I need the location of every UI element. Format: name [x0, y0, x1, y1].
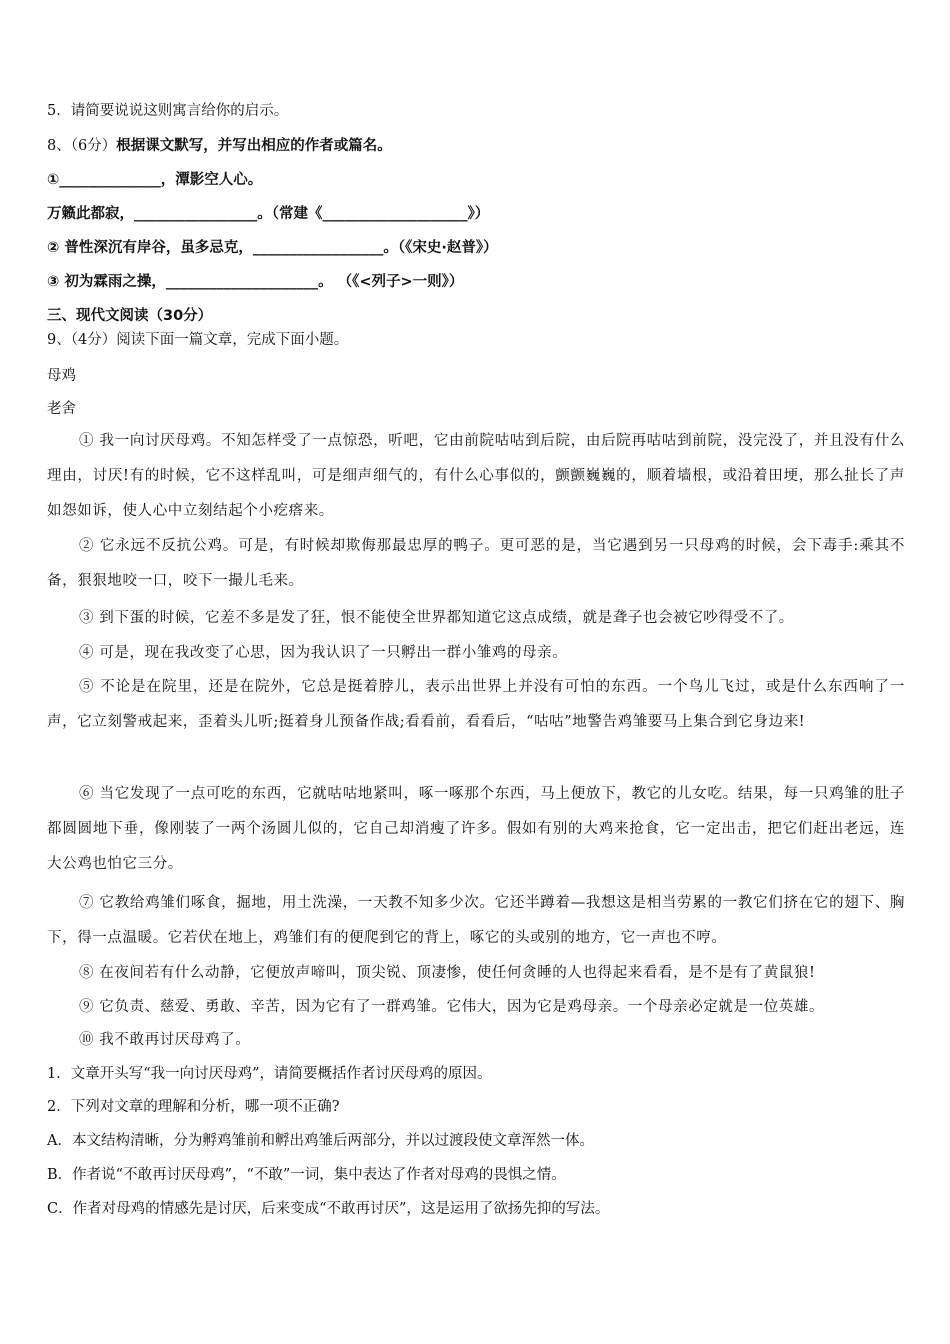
section-3-heading: 三、现代文阅读（30分）	[47, 308, 213, 324]
question-9: 9、（4分）阅读下面一篇文章，完成下面小题。	[47, 332, 349, 348]
article-paragraph-3: ③ 到下蛋的时候，它差不多是发了狂，恨不能使全世界都知道它这点成绩，就是聋子也会被它吵得受不了。	[79, 610, 794, 626]
sub-question-1: 1．文章开头写“我一向讨厌母鸡”，请简要概括作者讨厌母鸡的原因。	[47, 1066, 492, 1082]
article-paragraph-7: ⑦ 它教给鸡雏们啄食，掘地，用土洗澡，一天教不知多少次。它还半蹲着—我想这是相当劳累的一教它们挤在它的翅下、胸下，得一点温暖。它若伏在地上，鸡雏们有的便爬到它的背上，啄它的头或别的地方，它一声也不哼。	[47, 895, 905, 946]
article-paragraph-5: ⑤ 不论是在院里，还是在院外，它总是挺着脖儿，表示出世界上并没有可怕的东西。一个鸟儿飞过，或是什么东西响了一声，它立刻警戒起来，歪着头儿听;挺着身儿预备作战;看看前，看看后，“咕咕”地警告鸡雏要马上集合到它身边来!	[47, 679, 905, 730]
article-paragraph-6: ⑥ 当它发现了一点可吃的东西，它就咕咕地紧叫，啄一啄那个东西，马上便放下，教它的儿女吃。结果，每一只鸡雏的肚子都圆圆地下垂，像刚装了一两个汤圆儿似的，它自己却消瘦了许多。假如有别的大鸡来抢食，它一定出击，把它们赶出老远，连大公鸡也怕它三分。	[47, 786, 905, 872]
question-8-blank-3: ② 普性深沉有岸谷，虽多忌克，__________________。（《宋史·赵普》）	[47, 240, 498, 256]
article-paragraph-1: ① 我一向讨厌母鸡。不知怎样受了一点惊恐，听吧，它由前院咕咕到后院，由后院再咕咕到前院，没完没了，并且没有什么理由，讨厌!有的时候，它不这样乱叫，可是细声细气的，有什么心事似的，颤颤巍巍的，顺着墙根，或沿着田埂，那么扯长了声如怨如诉，使人心中立刻结起个小疙瘩来。	[47, 433, 905, 519]
question-8-blank-4: ③ 初为霖雨之操，_____________________。 （《<列子>一则》）	[47, 274, 464, 290]
article-author: 老舍	[47, 401, 76, 417]
question-8-number: 8、（6分）	[47, 138, 117, 154]
article-paragraph-9: ⑨ 它负责、慈爱、勇敢、辛苦，因为它有了一群鸡雏。它伟大，因为它是鸡母亲。一个母亲必定就是一位英雄。	[79, 999, 825, 1015]
article-paragraph-2: ② 它永远不反抗公鸡。可是，有时候却欺侮那最忠厚的鸭子。更可恶的是，当它遇到另一只母鸡的时候，会下毒手:乘其不备，狠狠地咬一口，咬下一撮儿毛来。	[47, 538, 905, 589]
article-paragraph-4: ④ 可是，现在我改变了心思，因为我认识了一只孵出一群小雏鸡的母亲。	[79, 645, 568, 661]
article-paragraph-8: ⑧ 在夜间若有什么动静，它便放声啼叫，顶尖锐、顶凄惨，使任何贪睡的人也得起来看看，是不是有了黄鼠狼!	[79, 965, 816, 981]
question-8-instruction: 根据课文默写，并写出相应的作者或篇名。	[116, 138, 392, 154]
article-paragraph-10: ⑩ 我不敢再讨厌母鸡了。	[79, 1032, 251, 1048]
question-8-title	[47, 136, 907, 156]
sub-question-2: 2．下列对文章的理解和分析，哪一项不正确?	[47, 1099, 340, 1115]
question-8-blank-1: ①______________，潭影空人心。	[47, 172, 263, 188]
question-8-blank-2: 万籁此都寂，_________________。（常建《____________________》）	[47, 206, 490, 222]
option-a: A．本文结构清晰，分为孵鸡雏前和孵出鸡雏后两部分，并以过渡段使文章浑然一体。	[47, 1133, 594, 1149]
question-5: 5．请简要说说这则寓言给你的启示。	[47, 103, 289, 119]
option-b: B．作者说“不敢再讨厌母鸡”，“不敢”一词，集中表达了作者对母鸡的畏惧之情。	[47, 1167, 566, 1183]
article-title: 母鸡	[47, 368, 76, 384]
option-c: C．作者对母鸡的情感先是讨厌，后来变成“不敢再讨厌”，这是运用了欲扬先抑的写法。	[47, 1201, 610, 1217]
